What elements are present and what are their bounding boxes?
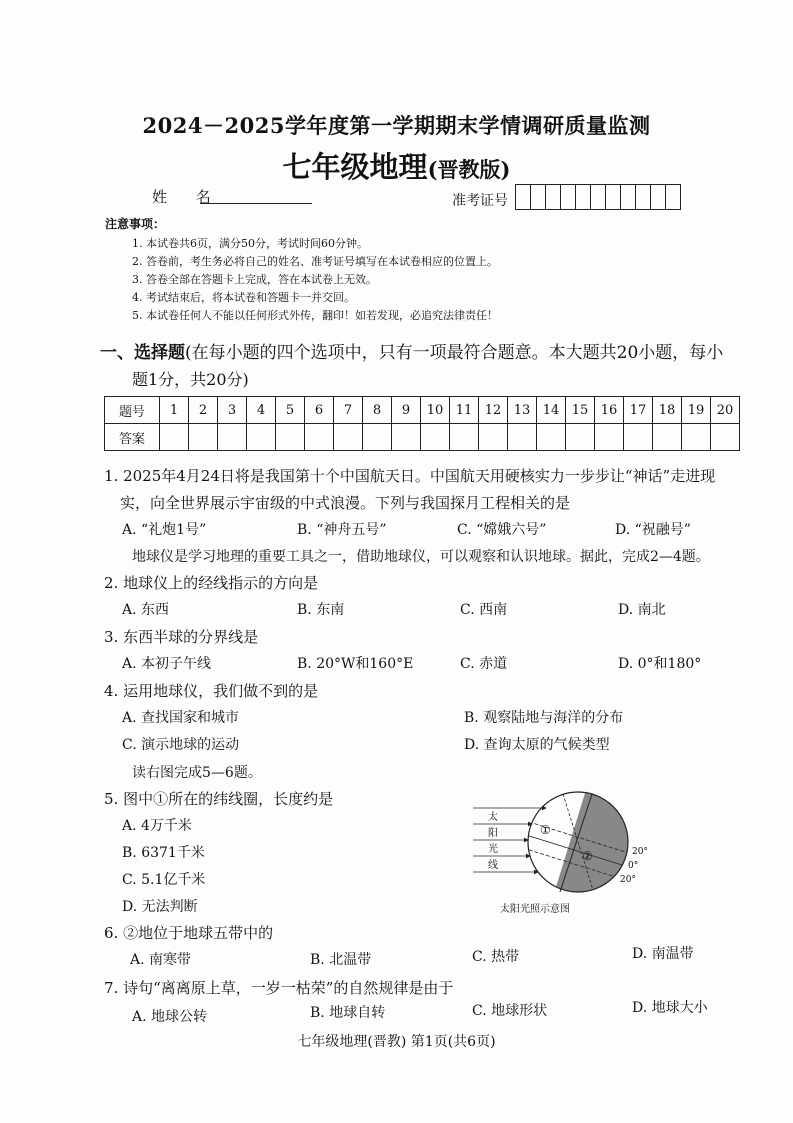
option[interactable]: A. 南寒带 xyxy=(130,952,192,968)
note-item: 5. 本试卷任何人不能以任何形式外传，翻印！如若发现，必追究法律责任！ xyxy=(132,309,498,322)
answer-cell[interactable] xyxy=(711,424,740,451)
answer-cell[interactable] xyxy=(334,424,363,451)
sunlight-diagram xyxy=(468,790,668,900)
option[interactable]: D. 南温带 xyxy=(632,946,694,962)
name-label: 姓 名 xyxy=(152,188,223,206)
table-cell: 1 xyxy=(160,397,189,424)
option[interactable]: C. 热带 xyxy=(472,949,520,965)
note-item: 2. 答卷前，考生务必将自己的姓名、准考证号填写在本试卷相应的位置上。 xyxy=(132,255,498,268)
section-title-cont: 题1分，共20分) xyxy=(132,370,249,389)
exam-number-boxes[interactable] xyxy=(516,184,681,210)
table-cell: 17 xyxy=(624,397,653,424)
question-1: 1. 2025年4月24日将是我国第十个中国航天日。中国航天用硬核实力一步步让“神话”走进现 xyxy=(104,467,716,485)
table-header-answer: 答案 xyxy=(105,424,160,451)
question-6: 6. ②地位于地球五带中的 xyxy=(104,924,274,942)
question-5: 5. 图中①所在的纬线圈，长度约是 xyxy=(104,790,334,808)
option[interactable]: A. 东西 xyxy=(122,602,170,618)
answer-cell[interactable] xyxy=(508,424,537,451)
option[interactable]: B. 观察陆地与海洋的分布 xyxy=(464,710,624,726)
intro-2-4: 地球仪是学习地理的重要工具之一，借助地球仪，可以观察和认识地球。据此，完成2—4题。 xyxy=(132,549,710,565)
option[interactable]: D. “祝融号” xyxy=(615,522,691,538)
option[interactable]: C. 地球形状 xyxy=(472,1003,548,1019)
table-cell: 10 xyxy=(421,397,450,424)
option[interactable]: B. “神舟五号” xyxy=(297,522,387,538)
table-cell: 8 xyxy=(363,397,392,424)
answer-cell[interactable] xyxy=(595,424,624,451)
answer-cell[interactable] xyxy=(653,424,682,451)
table-cell: 9 xyxy=(392,397,421,424)
option[interactable]: A. 本初子午线 xyxy=(122,656,212,672)
lat-label: 0° xyxy=(628,861,639,871)
option[interactable]: B. 20°W和160°E xyxy=(297,656,414,672)
subject-name: 七年级地理 xyxy=(282,150,428,184)
subject-title xyxy=(0,145,793,186)
lat-label: 20° xyxy=(632,847,648,857)
table-cell: 15 xyxy=(566,397,595,424)
option[interactable]: A. “礼炮1号” xyxy=(122,522,207,538)
option[interactable]: A. 4万千米 xyxy=(122,818,192,834)
question-1-cont: 实，向全世界展示宇宙级的中式浪漫。下列与我国探月工程相关的是 xyxy=(120,494,571,512)
answer-cell[interactable] xyxy=(421,424,450,451)
answer-cell[interactable] xyxy=(392,424,421,451)
lat-label: 20° xyxy=(620,875,636,885)
exam-number-label: 准考证号 xyxy=(452,193,508,209)
answer-cell[interactable] xyxy=(247,424,276,451)
answer-cell[interactable] xyxy=(566,424,595,451)
option[interactable]: A. 地球公转 xyxy=(132,1009,208,1025)
answer-cell[interactable] xyxy=(305,424,334,451)
table-cell: 6 xyxy=(305,397,334,424)
table-cell: 5 xyxy=(276,397,305,424)
answer-table-answer-row xyxy=(105,424,740,451)
option[interactable]: B. 东南 xyxy=(297,602,345,618)
question-3: 3. 东西半球的分界线是 xyxy=(104,628,259,646)
option[interactable]: D. 无法判断 xyxy=(122,899,198,915)
marker-2: ② xyxy=(582,849,593,863)
diagram-caption: 太阳光照示意图 xyxy=(500,904,570,915)
answer-cell[interactable] xyxy=(450,424,479,451)
night-side xyxy=(552,790,668,900)
table-cell: 11 xyxy=(450,397,479,424)
sun-label-char: 线 xyxy=(488,860,498,871)
option[interactable]: C. 演示地球的运动 xyxy=(122,737,240,753)
table-cell: 14 xyxy=(537,397,566,424)
table-cell: 19 xyxy=(682,397,711,424)
answer-cell[interactable] xyxy=(682,424,711,451)
sun-rays xyxy=(473,808,546,872)
table-cell: 2 xyxy=(189,397,218,424)
answer-table xyxy=(104,396,740,451)
answer-cell[interactable] xyxy=(479,424,508,451)
option[interactable]: D. 查询太原的气候类型 xyxy=(464,737,610,753)
option[interactable]: C. 西南 xyxy=(460,602,508,618)
sun-label-char: 光 xyxy=(488,844,498,855)
table-cell: 4 xyxy=(247,397,276,424)
note-item: 1. 本试卷共6页，满分50分，考试时间60分钟。 xyxy=(132,237,368,250)
notes-title: 注意事项： xyxy=(105,217,166,231)
table-header-number: 题号 xyxy=(105,397,160,424)
edition-label: (晋教版) xyxy=(427,157,511,182)
table-cell: 18 xyxy=(653,397,682,424)
table-cell: 3 xyxy=(218,397,247,424)
name-field[interactable] xyxy=(200,203,312,204)
exam-title: 2024－2025学年度第一学期期末学情调研质量监测 xyxy=(142,113,651,138)
section-title-bold: 一、选择题 xyxy=(100,343,185,363)
marker-1: ① xyxy=(540,823,551,837)
answer-cell[interactable] xyxy=(276,424,305,451)
table-cell: 16 xyxy=(595,397,624,424)
answer-cell[interactable] xyxy=(624,424,653,451)
sun-label-char: 太 xyxy=(488,812,498,823)
option[interactable]: A. 查找国家和城市 xyxy=(122,710,240,726)
option[interactable]: B. 北温带 xyxy=(310,952,372,968)
table-cell: 7 xyxy=(334,397,363,424)
option[interactable]: D. 地球大小 xyxy=(632,1000,708,1016)
option[interactable]: B. 地球自转 xyxy=(310,1005,386,1021)
answer-cell[interactable] xyxy=(160,424,189,451)
answer-cell[interactable] xyxy=(218,424,247,451)
section-title-rest: (在每小题的四个选项中，只有一项最符合题意。本大题共20小题，每小 xyxy=(185,343,724,363)
answer-cell[interactable] xyxy=(189,424,218,451)
section-title xyxy=(100,338,723,363)
option[interactable]: C. 赤道 xyxy=(460,656,508,672)
note-item: 4. 考试结束后，将本试卷和答题卡一并交回。 xyxy=(132,291,355,304)
question-4: 4. 运用地球仪，我们做不到的是 xyxy=(104,682,319,700)
question-7: 7. 诗句“离离原上草，一岁一枯荣”的自然规律是由于 xyxy=(104,979,454,997)
intro-5-6: 读右图完成5—6题。 xyxy=(132,765,262,781)
option[interactable]: D. 南北 xyxy=(618,602,666,618)
table-cell: 12 xyxy=(479,397,508,424)
answer-cell[interactable] xyxy=(363,424,392,451)
option[interactable]: D. 0°和180° xyxy=(618,656,702,672)
table-cell: 20 xyxy=(711,397,740,424)
page-footer: 七年级地理(晋教) 第1页(共6页) xyxy=(297,1034,496,1050)
option[interactable]: C. 5.1亿千米 xyxy=(122,872,206,888)
question-2: 2. 地球仪上的经线指示的方向是 xyxy=(104,574,319,592)
sun-label-char: 阳 xyxy=(488,828,498,839)
option[interactable]: C. “嫦娥六号” xyxy=(457,522,547,538)
answer-table-number-row xyxy=(105,397,740,424)
option[interactable]: B. 6371千米 xyxy=(122,845,205,861)
note-item: 3. 答卷全部在答题卡上完成，答在本试卷上无效。 xyxy=(132,273,377,286)
answer-cell[interactable] xyxy=(537,424,566,451)
table-cell: 13 xyxy=(508,397,537,424)
